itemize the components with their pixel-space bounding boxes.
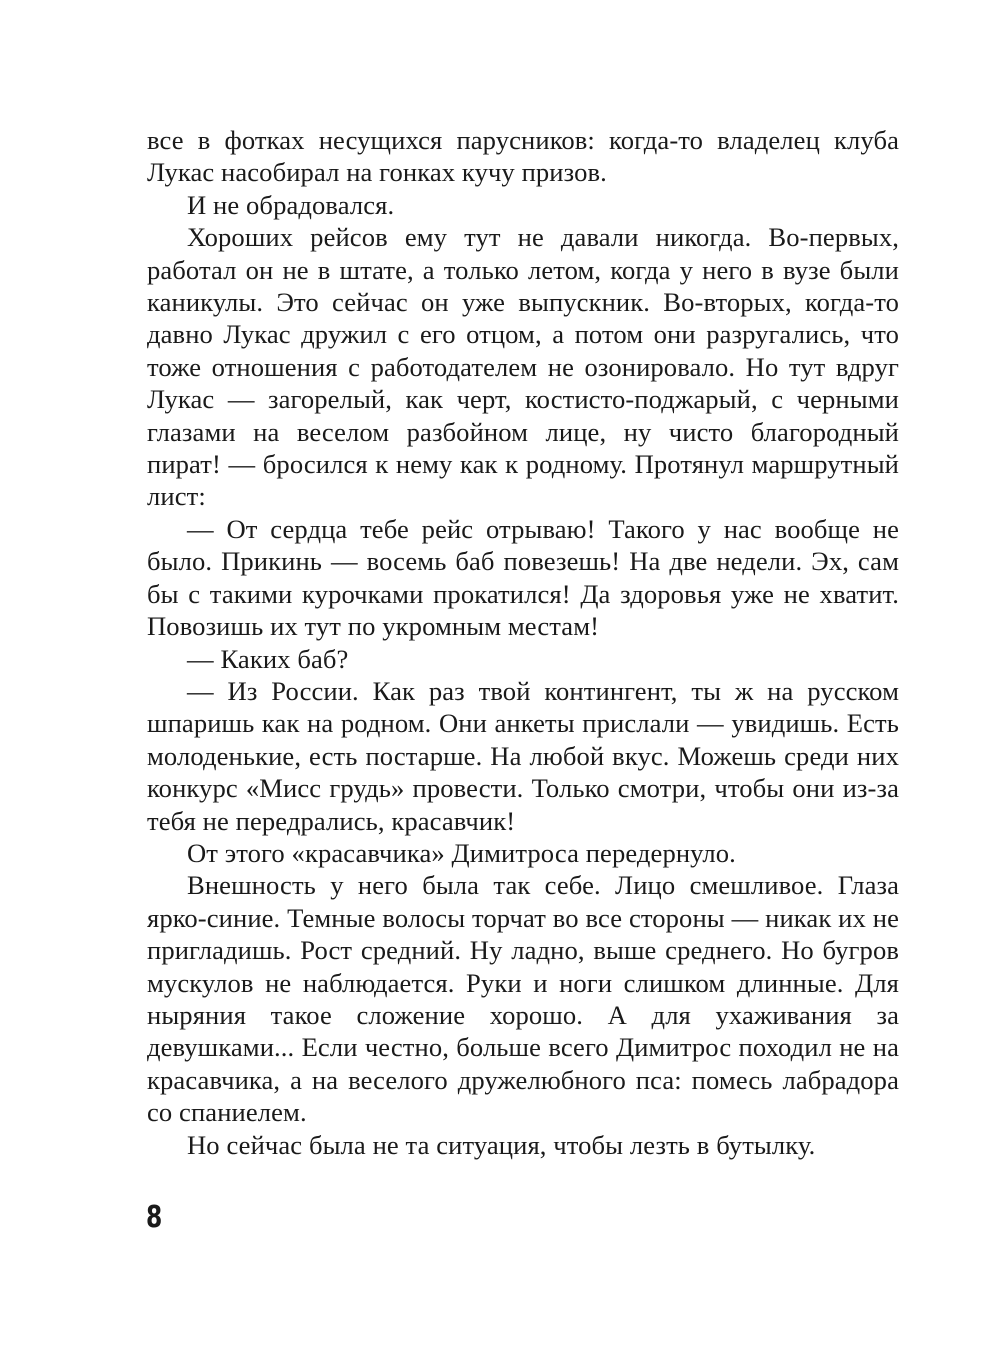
paragraph-8: Внешность у него была так себе. Лицо смешливое. Глаза ярко-синие. Темные волосы торчат во все стороны — никак их не пригладишь. Рост средний. Ну ладно, выше среднего. Но бугров мускулов не наблюдается. Руки и ноги слишком длинные. Для ныряния такое сложение хорошо. А для ухаживания за девушками... Если честно, больше всего Димитрос походил не на красавчика, а на веселого дружелюбного пса: помесь лабрадора со спаниелем.	[147, 870, 899, 1128]
paragraph-4: — От сердца тебе рейс отрываю! Такого у нас вообще не было. Прикинь — восемь баб повезешь! На две недели. Эх, сам бы с такими курочками прокатился! Да здоровья уже не хватит. Повозишь их тут по укромным местам!	[147, 513, 899, 642]
paragraph-2: И не обрадовался.	[187, 189, 395, 220]
paragraph-9: Но сейчас была не та ситуация, чтобы лезть в бутылку.	[187, 1129, 816, 1160]
paragraph-6: — Из России. Как раз твой контингент, ты ж на русском шпаришь как на родном. Они анкеты прислали — увидишь. Есть молоденькие, есть постарше. На любой вкус. Можешь среди них конкурс «Мисс грудь» провести. Только смотри, чтобы они из-за тебя не передрались, красавчик!	[147, 675, 899, 836]
paragraph-3: Хороших рейсов ему тут не давали никогда. Во-первых, работал он не в штате, а только летом, когда у него в вузе были каникулы. Это сейчас он уже выпускник. Во-вторых, когда-то давно Лукас дружил с его отцом, а потом они разругались, что тоже отношения с работодателем не озонировало. Но тут вдруг Лукас — загорелый, как черт, костисто-поджарый, с черными глазами на веселом разбойном лице, ну чисто благородный пират! — бросился к нему как к родному. Протянул маршрутный лист:	[147, 222, 899, 512]
body-text	[147, 124, 899, 1161]
paragraph-5: — Каких баб?	[187, 643, 349, 674]
page-number: 8	[146, 1200, 163, 1235]
paragraph-7: От этого «красавчика» Димитроса передернуло.	[187, 837, 736, 868]
paragraph-1: все в фотках несущихся парусников: когда-то владелец клуба Лукас насобирал на гонках кучу призов.	[147, 125, 899, 188]
